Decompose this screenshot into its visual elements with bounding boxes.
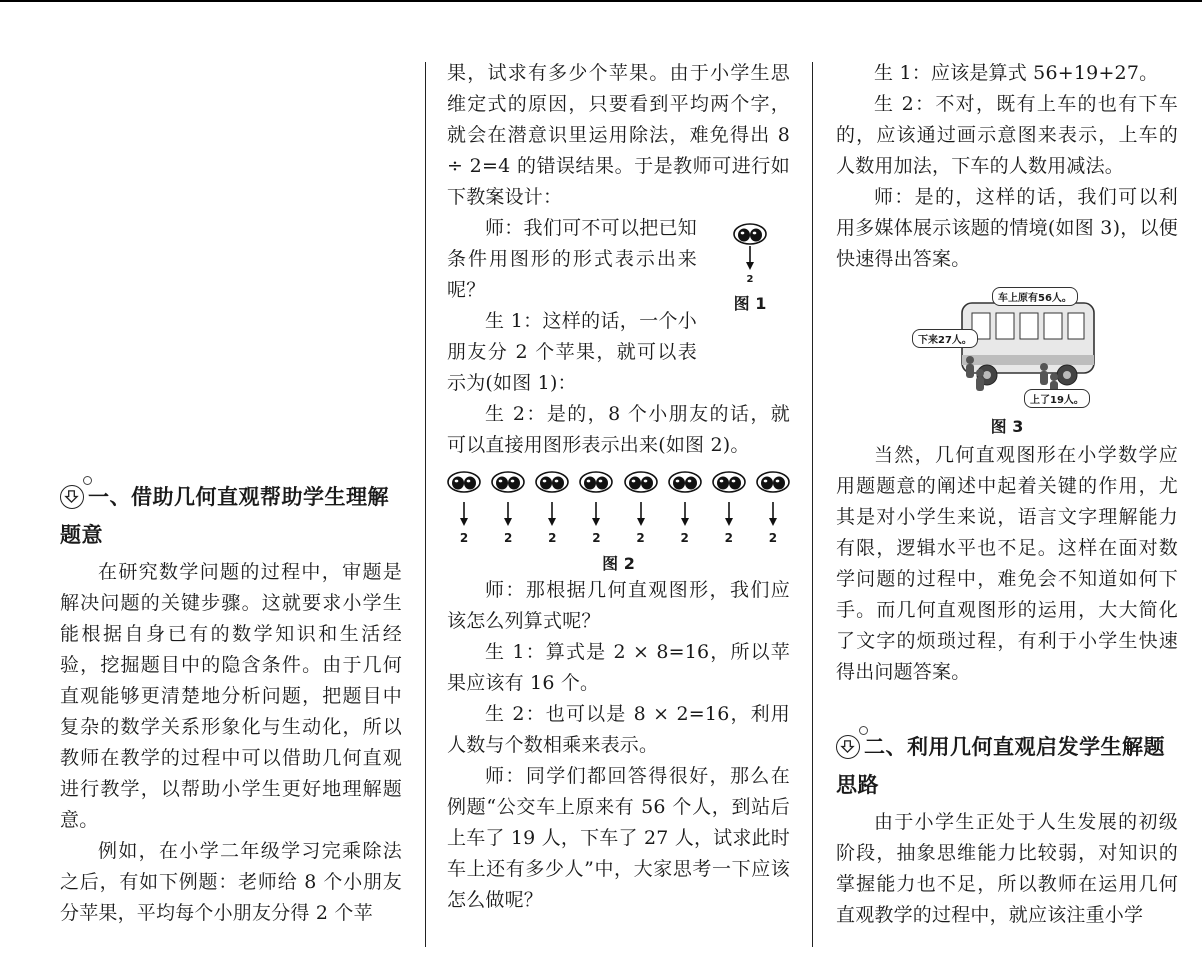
figure-2-number: 2: [680, 531, 689, 545]
paragraph: 生 2：不对，既有上车的也有下车的，应该通过画示意图来表示，上车的人数用加法，下车的人数用减法。: [836, 93, 1178, 177]
apple-pair-icon: [624, 471, 658, 493]
down-arrow-icon: [724, 501, 734, 527]
figure-2: [447, 471, 790, 575]
apple-pair-icon: [668, 471, 702, 493]
paragraph: 师：同学们都回答得很好，那么在例题“公交车上原来有 56 个人，到站后上车了 19 人，下车了 27 人，试求此时车上还有多少人”中，大家思考一下应该怎么做呢？: [447, 765, 790, 911]
apple-pair-icon: [579, 471, 613, 493]
apple-pair-icon: [535, 471, 569, 493]
figure-2-cell: [491, 471, 525, 545]
paragraph: 生 1：应该是算式 56+19+27。: [874, 62, 1159, 84]
paragraph: 例如，在小学二年级学习完乘除法之后，有如下例题：老师给 8 个小朋友分苹果，平均每个小朋友分得 2 个苹: [60, 840, 402, 924]
figure-2-caption: 图 2: [602, 554, 635, 573]
figure-2-number: 2: [724, 531, 734, 545]
paragraph: 果，试求有多少个苹果。由于小学生思维定式的原因，只要看到平均两个字，就会在潜意识里运用除法，难免得出 8 ÷ 2=4 的错误结果。于是教师可进行如下教案设计：: [447, 62, 790, 208]
paragraph: 生 2：也可以是 8 × 2=16，利用人数与个数相乘来表示。: [447, 703, 790, 756]
figure-2-cell: [447, 471, 481, 545]
figure-3-caption: 图 3: [990, 417, 1024, 436]
figure-2-number: 2: [592, 531, 601, 545]
bus-label-bottom: 上了19人。: [1024, 389, 1090, 408]
figure-1: [715, 223, 785, 314]
figure-3: [836, 285, 1178, 440]
paragraph: 在研究数学问题的过程中，审题是解决问题的关键步骤。这就要求小学生能根据自身已有的数学知识和生活经验，挖掘题目中的隐含条件。由于几何直观能够更清楚地分析问题，把题目中复杂的数学关系形象化与生动化，所以教师在教学的过程中可以借助几何直观进行教学，以帮助小学生更好地理解题意。: [60, 561, 402, 831]
figure-2-number: 2: [459, 531, 469, 545]
figure-1-block: [447, 213, 790, 399]
section-heading-1-text: 一、借助几何直观帮助学生理解题意: [60, 485, 389, 547]
down-arrow-icon: [745, 245, 755, 271]
figure-2-cell: [756, 471, 790, 545]
down-arrow-icon: [680, 501, 690, 527]
column-rule: [812, 62, 813, 947]
figure-2-cell: [624, 471, 658, 545]
figure-2-number: 2: [548, 531, 557, 545]
down-arrow-icon: [768, 501, 778, 527]
paragraph: 生 1：这样的话，一个小朋友分 2 个苹果，就可以表示为(如图 1)：: [447, 310, 697, 394]
figure-2-cell: [579, 471, 613, 545]
figure-2-row: [447, 471, 790, 545]
column-right: [836, 0, 1178, 931]
figure-2-cell: [668, 471, 702, 545]
figure-2-cell: [535, 471, 569, 545]
paragraph: 生 2：是的，8 个小朋友的话，就可以直接用图形表示出来(如图 2)。: [447, 403, 790, 456]
apple-pair-icon: [491, 471, 525, 493]
section-heading-2-text: 二、利用几何直观启发学生解题思路: [836, 735, 1165, 797]
figure-2-number: 2: [503, 531, 513, 545]
paragraph: 由于小学生正处于人生发展的初级阶段，抽象思维能力比较弱，对知识的掌握能力也不足，所以教师在运用几何直观教学的过程中，就应该注重小学: [836, 811, 1178, 926]
down-arrow-circle-icon: [836, 735, 860, 759]
figure-1-number: 2: [746, 274, 754, 285]
section-heading-1: [60, 478, 402, 554]
down-arrow-icon: [591, 501, 601, 527]
bus-label-left: 下来27人。: [912, 329, 978, 348]
figure-2-cell: [712, 471, 746, 545]
figure-2-number: 2: [768, 531, 778, 545]
down-arrow-icon: [503, 501, 513, 527]
section-heading-2: [836, 728, 1178, 804]
column-rule: [425, 62, 426, 947]
bus-illustration: [912, 285, 1102, 410]
down-arrow-icon: [636, 501, 646, 527]
paragraph: 师：是的，这样的话，我们可以利用多媒体展示该题的情境(如图 3)，以便快速得出答案。: [836, 186, 1178, 270]
down-arrow-icon: [547, 501, 557, 527]
bus-label-top: 车上原有56人。: [992, 287, 1078, 306]
column-middle: [447, 0, 790, 916]
paragraph: 师：我们可不可以把已知条件用图形的形式表示出来呢？: [447, 217, 697, 301]
apple-pair-icon: [756, 471, 790, 493]
paragraph: 当然，几何直观图形在小学数学应用题题意的阐述中起着关键的作用，尤其是对小学生来说，语言文字理解能力有限，逻辑水平也不足。这样在面对数学问题的过程中，难免会不知道如何下手。而几何直观图形的运用，大大简化了文字的烦琐过程，有利于小学生快速得出问题答案。: [836, 444, 1178, 683]
figure-2-number: 2: [636, 531, 645, 545]
apple-pair-icon: [733, 223, 767, 245]
down-arrow-icon: [459, 501, 469, 527]
down-arrow-circle-icon: [60, 485, 84, 509]
paragraph: 师：那根据几何直观图形，我们应该怎么列算式呢？: [447, 579, 790, 632]
figure-1-caption: 图 1: [733, 294, 767, 313]
apple-pair-icon: [712, 471, 746, 493]
paragraph: 生 1：算式是 2 × 8=16，所以苹果应该有 16 个。: [447, 641, 790, 694]
column-left: [60, 0, 402, 929]
apple-pair-icon: [447, 471, 481, 493]
